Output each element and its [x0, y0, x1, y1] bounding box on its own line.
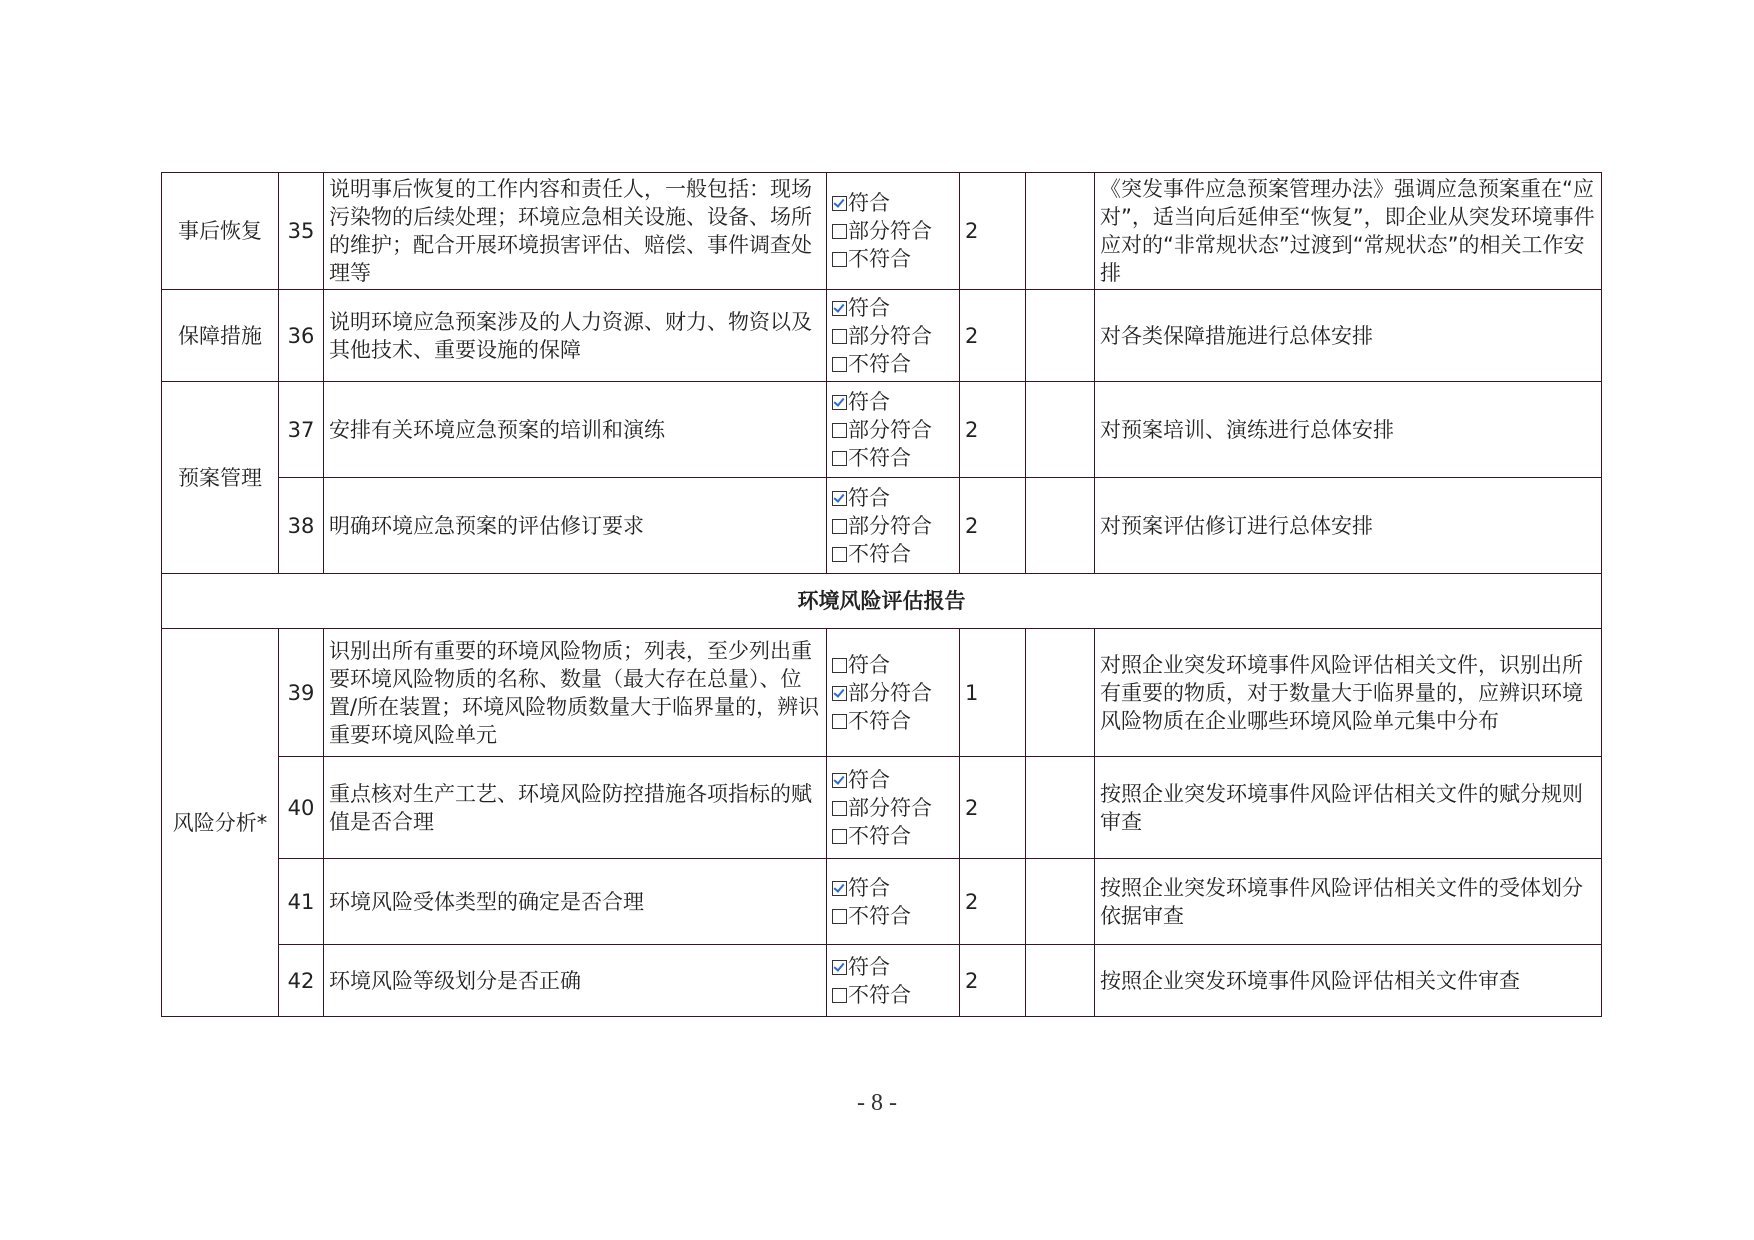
checkbox-icon[interactable]: [832, 829, 847, 844]
option-label: 部分符合: [848, 795, 932, 820]
compliance-option[interactable]: [832, 350, 954, 378]
remark-cell: [1026, 173, 1095, 290]
score-cell: 2: [960, 290, 1026, 382]
item-number: 38: [279, 478, 324, 574]
option-label: 部分符合: [848, 513, 932, 538]
category-cell: 事后恢复: [162, 173, 279, 290]
compliance-option[interactable]: [832, 707, 954, 735]
remark-cell: [1026, 478, 1095, 574]
table-row: [162, 382, 1602, 478]
remark-cell: [1026, 290, 1095, 382]
compliance-option[interactable]: [832, 388, 954, 416]
remark-cell: [1026, 629, 1095, 757]
requirement-text: 环境风险受体类型的确定是否合理: [324, 859, 827, 945]
checkbox-icon[interactable]: [832, 423, 847, 438]
compliance-options: [827, 290, 960, 382]
checkbox-icon[interactable]: [832, 252, 847, 267]
remark-cell: [1026, 859, 1095, 945]
review-note: 对照企业突发环境事件风险评估相关文件，识别出所有重要的物质，对于数量大于临界量的，应辨识环境风险物质在企业哪些环境风险单元集中分布: [1095, 629, 1602, 757]
compliance-option[interactable]: [832, 484, 954, 512]
review-note: 对预案培训、演练进行总体安排: [1095, 382, 1602, 478]
checked-checkbox-icon[interactable]: [832, 301, 847, 316]
review-note: 按照企业突发环境事件风险评估相关文件的受体划分依据审查: [1095, 859, 1602, 945]
checked-checkbox-icon[interactable]: [832, 196, 847, 211]
category-cell: 预案管理: [162, 382, 279, 574]
checkbox-icon[interactable]: [832, 988, 847, 1003]
option-label: 不符合: [848, 351, 911, 376]
table-row: [162, 173, 1602, 290]
option-label: 符合: [848, 295, 890, 320]
checked-checkbox-icon[interactable]: [832, 881, 847, 896]
requirement-text: 重点核对生产工艺、环境风险防控措施各项指标的赋值是否合理: [324, 757, 827, 859]
option-label: 不符合: [848, 445, 911, 470]
section-title: 环境风险评估报告: [162, 574, 1602, 629]
checked-checkbox-icon[interactable]: [832, 395, 847, 410]
requirement-text: 说明事后恢复的工作内容和责任人，一般包括：现场污染物的后续处理；环境应急相关设施、设备、场所的维护；配合开展环境损害评估、赔偿、事件调查处理等: [324, 173, 827, 290]
checkbox-icon[interactable]: [832, 329, 847, 344]
review-note: 对预案评估修订进行总体安排: [1095, 478, 1602, 574]
compliance-option[interactable]: [832, 444, 954, 472]
compliance-options: [827, 629, 960, 757]
review-note: 《突发事件应急预案管理办法》强调应急预案重在“应对”，适当向后延伸至“恢复”，即企业从突发环境事件应对的“非常规状态”过渡到“常规状态”的相关工作安排: [1095, 173, 1602, 290]
item-number: 39: [279, 629, 324, 757]
option-label: 符合: [848, 485, 890, 510]
score-cell: 2: [960, 859, 1026, 945]
score-cell: 1: [960, 629, 1026, 757]
checkbox-icon[interactable]: [832, 909, 847, 924]
requirement-text: 环境风险等级划分是否正确: [324, 945, 827, 1017]
option-label: 符合: [848, 389, 890, 414]
checkbox-icon[interactable]: [832, 519, 847, 534]
requirement-text: 明确环境应急预案的评估修订要求: [324, 478, 827, 574]
compliance-options: [827, 757, 960, 859]
option-label: 部分符合: [848, 417, 932, 442]
compliance-option[interactable]: [832, 874, 954, 902]
compliance-options: [827, 382, 960, 478]
item-number: 36: [279, 290, 324, 382]
compliance-option[interactable]: [832, 679, 954, 707]
table-row: [162, 945, 1602, 1017]
compliance-option[interactable]: [832, 245, 954, 273]
table-row: [162, 629, 1602, 757]
compliance-option[interactable]: [832, 953, 954, 981]
review-note: 按照企业突发环境事件风险评估相关文件的赋分规则审查: [1095, 757, 1602, 859]
option-label: 不符合: [848, 541, 911, 566]
option-label: 不符合: [848, 903, 911, 928]
checked-checkbox-icon[interactable]: [832, 773, 847, 788]
compliance-option[interactable]: [832, 902, 954, 930]
option-label: 符合: [848, 652, 890, 677]
table-row: [162, 859, 1602, 945]
checkbox-icon[interactable]: [832, 451, 847, 466]
item-number: 37: [279, 382, 324, 478]
compliance-option[interactable]: [832, 512, 954, 540]
checkbox-icon[interactable]: [832, 547, 847, 562]
option-label: 符合: [848, 191, 890, 215]
score-cell: 2: [960, 757, 1026, 859]
option-label: 符合: [848, 875, 890, 900]
item-number: 40: [279, 757, 324, 859]
category-cell: 保障措施: [162, 290, 279, 382]
score-cell: 2: [960, 478, 1026, 574]
category-cell: 风险分析*: [162, 629, 279, 1017]
checked-checkbox-icon[interactable]: [832, 686, 847, 701]
score-cell: 2: [960, 945, 1026, 1017]
section-header-row: [162, 574, 1602, 629]
compliance-option[interactable]: [832, 981, 954, 1009]
compliance-options: [827, 478, 960, 574]
remark-cell: [1026, 945, 1095, 1017]
compliance-option[interactable]: [832, 822, 954, 850]
compliance-option[interactable]: [832, 540, 954, 568]
compliance-option[interactable]: [832, 217, 954, 245]
checked-checkbox-icon[interactable]: [832, 491, 847, 506]
item-number: 42: [279, 945, 324, 1017]
option-label: 不符合: [848, 247, 911, 271]
remark-cell: [1026, 382, 1095, 478]
requirement-text: 安排有关环境应急预案的培训和演练: [324, 382, 827, 478]
compliance-options: [827, 945, 960, 1017]
compliance-option[interactable]: [832, 794, 954, 822]
checkbox-icon[interactable]: [832, 357, 847, 372]
table-row: [162, 757, 1602, 859]
compliance-option[interactable]: [832, 651, 954, 679]
checkbox-icon[interactable]: [832, 224, 847, 239]
option-label: 不符合: [848, 982, 911, 1007]
score-cell: 2: [960, 382, 1026, 478]
checkbox-icon[interactable]: [832, 714, 847, 729]
remark-cell: [1026, 757, 1095, 859]
option-label: 符合: [848, 767, 890, 792]
table-body: [162, 173, 1602, 1017]
item-number: 35: [279, 173, 324, 290]
compliance-options: [827, 859, 960, 945]
compliance-option[interactable]: [832, 294, 954, 322]
compliance-option[interactable]: [832, 189, 954, 217]
item-number: 41: [279, 859, 324, 945]
option-label: 不符合: [848, 823, 911, 848]
compliance-options: [827, 173, 960, 290]
option-label: 部分符合: [848, 680, 932, 705]
option-label: 符合: [848, 954, 890, 979]
option-label: 不符合: [848, 708, 911, 733]
compliance-option[interactable]: [832, 766, 954, 794]
review-note: 对各类保障措施进行总体安排: [1095, 290, 1602, 382]
review-note: 按照企业突发环境事件风险评估相关文件审查: [1095, 945, 1602, 1017]
requirement-text: 说明环境应急预案涉及的人力资源、财力、物资以及其他技术、重要设施的保障: [324, 290, 827, 382]
option-label: 部分符合: [848, 219, 932, 243]
table-row: [162, 478, 1602, 574]
table-row: [162, 290, 1602, 382]
requirement-text: 识别出所有重要的环境风险物质；列表，至少列出重要环境风险物质的名称、数量（最大存在总量）、位置/所在装置；环境风险物质数量大于临界量的，辨识重要环境风险单元: [324, 629, 827, 757]
compliance-option[interactable]: [832, 322, 954, 350]
checkbox-icon[interactable]: [832, 658, 847, 673]
review-checklist-table: [161, 172, 1602, 1017]
checked-checkbox-icon[interactable]: [832, 960, 847, 975]
score-cell: 2: [960, 173, 1026, 290]
page-number: - 8 -: [857, 1090, 897, 1116]
checkbox-icon[interactable]: [832, 801, 847, 816]
compliance-option[interactable]: [832, 416, 954, 444]
option-label: 部分符合: [848, 323, 932, 348]
